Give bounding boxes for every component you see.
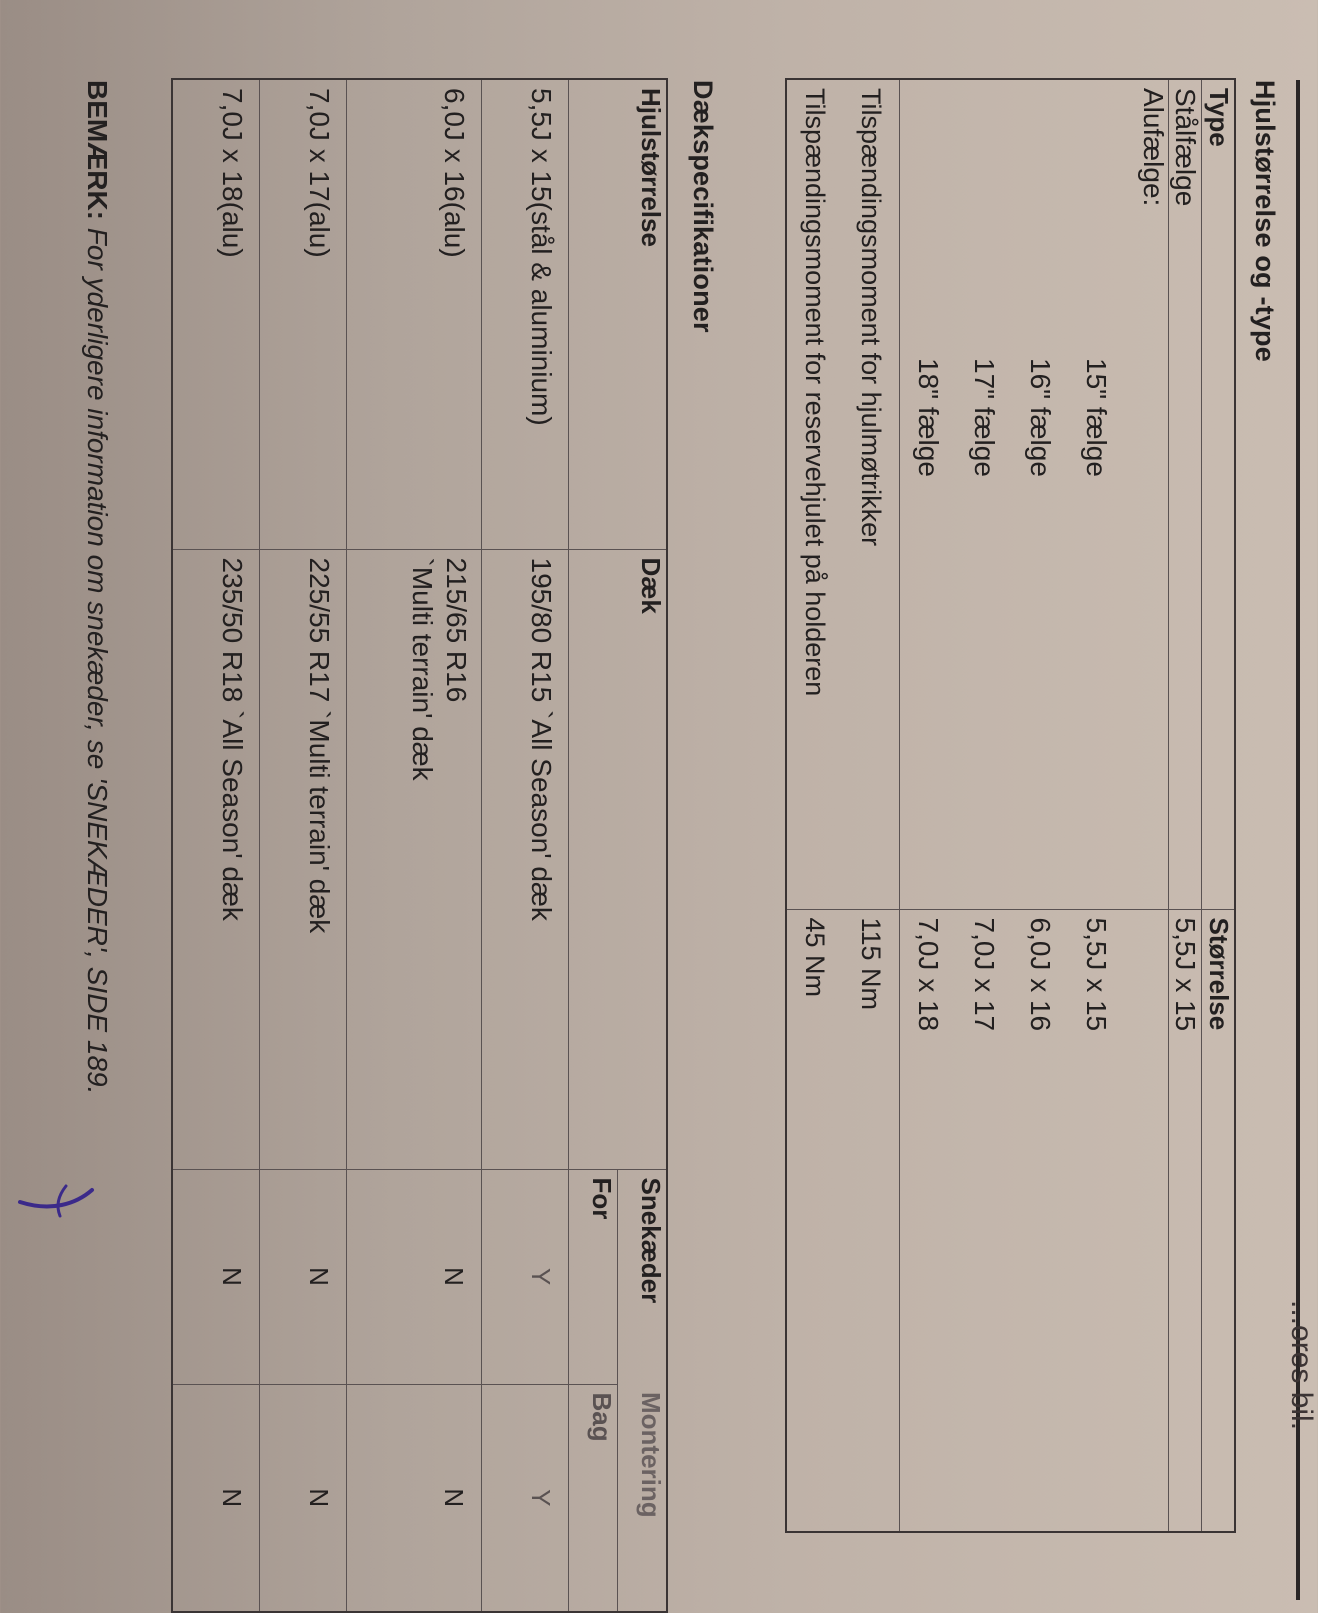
table-row (1169, 79, 1202, 1532)
tyre-cell: 235/50 R18 `All Season' dæk (172, 549, 260, 1169)
pen-mark (16, 1182, 96, 1222)
alu-size-cell (900, 909, 1169, 1532)
alu-rim-label: Alufælge: (1138, 88, 1169, 207)
table-row (786, 79, 900, 1532)
alu-item-label: 18" fælge (913, 358, 944, 477)
tyre-cell: 195/80 R15 `All Season' dæk (481, 549, 568, 1169)
col-header-wheel-size: Hjulstørrelse (568, 79, 667, 549)
note (81, 80, 113, 1094)
alu-item-label: 17" fælge (969, 358, 1000, 477)
steel-rim-size: 5,5J x 15 (1169, 909, 1202, 1532)
page-corner-text: ...ores bil. (1285, 1300, 1318, 1431)
col-header-rear: Bag (568, 1384, 617, 1612)
rear-chain-cell: N (347, 1384, 481, 1612)
section-title-wheel-size: Hjulstørrelse og -type (1250, 80, 1280, 362)
wheel-size-cell: 7,0J x 17(alu) (260, 79, 347, 549)
alu-item-size: 7,0J x 18 (913, 917, 944, 1032)
col-header-front: For (568, 1169, 617, 1384)
front-chain-cell: N (172, 1169, 260, 1384)
tyre-cell: 225/55 R17 `Multi terrain' dæk (260, 549, 347, 1169)
table-row (481, 79, 568, 1612)
rear-chain-cell: N (260, 1384, 347, 1612)
alu-item-label: 16" fælge (1025, 358, 1056, 477)
front-chain-cell: N (347, 1169, 481, 1384)
alu-rim-cell (900, 79, 1169, 909)
alu-item-label: 15" fælge (1081, 358, 1112, 477)
col-header-snow-chains: Snekæder (617, 1169, 667, 1384)
torque-label-cell (786, 79, 900, 909)
table-row (347, 79, 481, 1612)
alu-item-size: 7,0J x 17 (969, 917, 1000, 1032)
front-chain-cell: N (260, 1169, 347, 1384)
table-row (260, 79, 347, 1612)
table-row (900, 79, 1169, 1532)
torque-value-spare: 45 Nm (800, 917, 830, 998)
note-text: For yderligere information om snekæder, se 'SNEKÆDER', SIDE 189. (82, 227, 113, 1095)
section-title-tyre-spec: Dækspecifikationer (688, 80, 718, 333)
wheel-size-cell: 7,0J x 18(alu) (172, 79, 260, 549)
table-row (172, 79, 260, 1612)
wheel-size-cell: 6,0J x 16(alu) (347, 79, 481, 549)
torque-value-wheel-nuts: 115 Nm (856, 917, 886, 1011)
rear-chain-cell: N (172, 1384, 260, 1612)
tyre-line: 215/65 R16 (440, 557, 472, 703)
front-chain-cell: Y (481, 1169, 568, 1384)
note-label: BEMÆRK: (82, 80, 113, 220)
col-header-tyre: Dæk (568, 549, 667, 1169)
alu-item-size: 6,0J x 16 (1025, 917, 1056, 1032)
torque-label-wheel-nuts: Tilspændingsmoment for hjulmøtrikker (856, 88, 886, 547)
tyre-spec-table (171, 78, 668, 1613)
torque-label-spare: Tilspændingsmoment for reservehjulet på holderen (800, 88, 830, 697)
torque-value-cell (786, 909, 900, 1532)
rear-chain-cell: Y (481, 1384, 568, 1612)
col-header-mounting: Montering (617, 1384, 667, 1612)
steel-rim-label: Stålfælge (1169, 79, 1202, 909)
alu-item-size: 5,5J x 15 (1081, 917, 1112, 1032)
tyre-cell (347, 549, 481, 1169)
wheel-size-cell: 5,5J x 15(stål & aluminium) (481, 79, 568, 549)
col-header-size: Størrelse (1202, 909, 1236, 1532)
wheel-size-table (785, 78, 1236, 1533)
tyre-line: `Multi terrain' dæk (406, 557, 438, 781)
col-header-type: Type (1202, 79, 1236, 909)
